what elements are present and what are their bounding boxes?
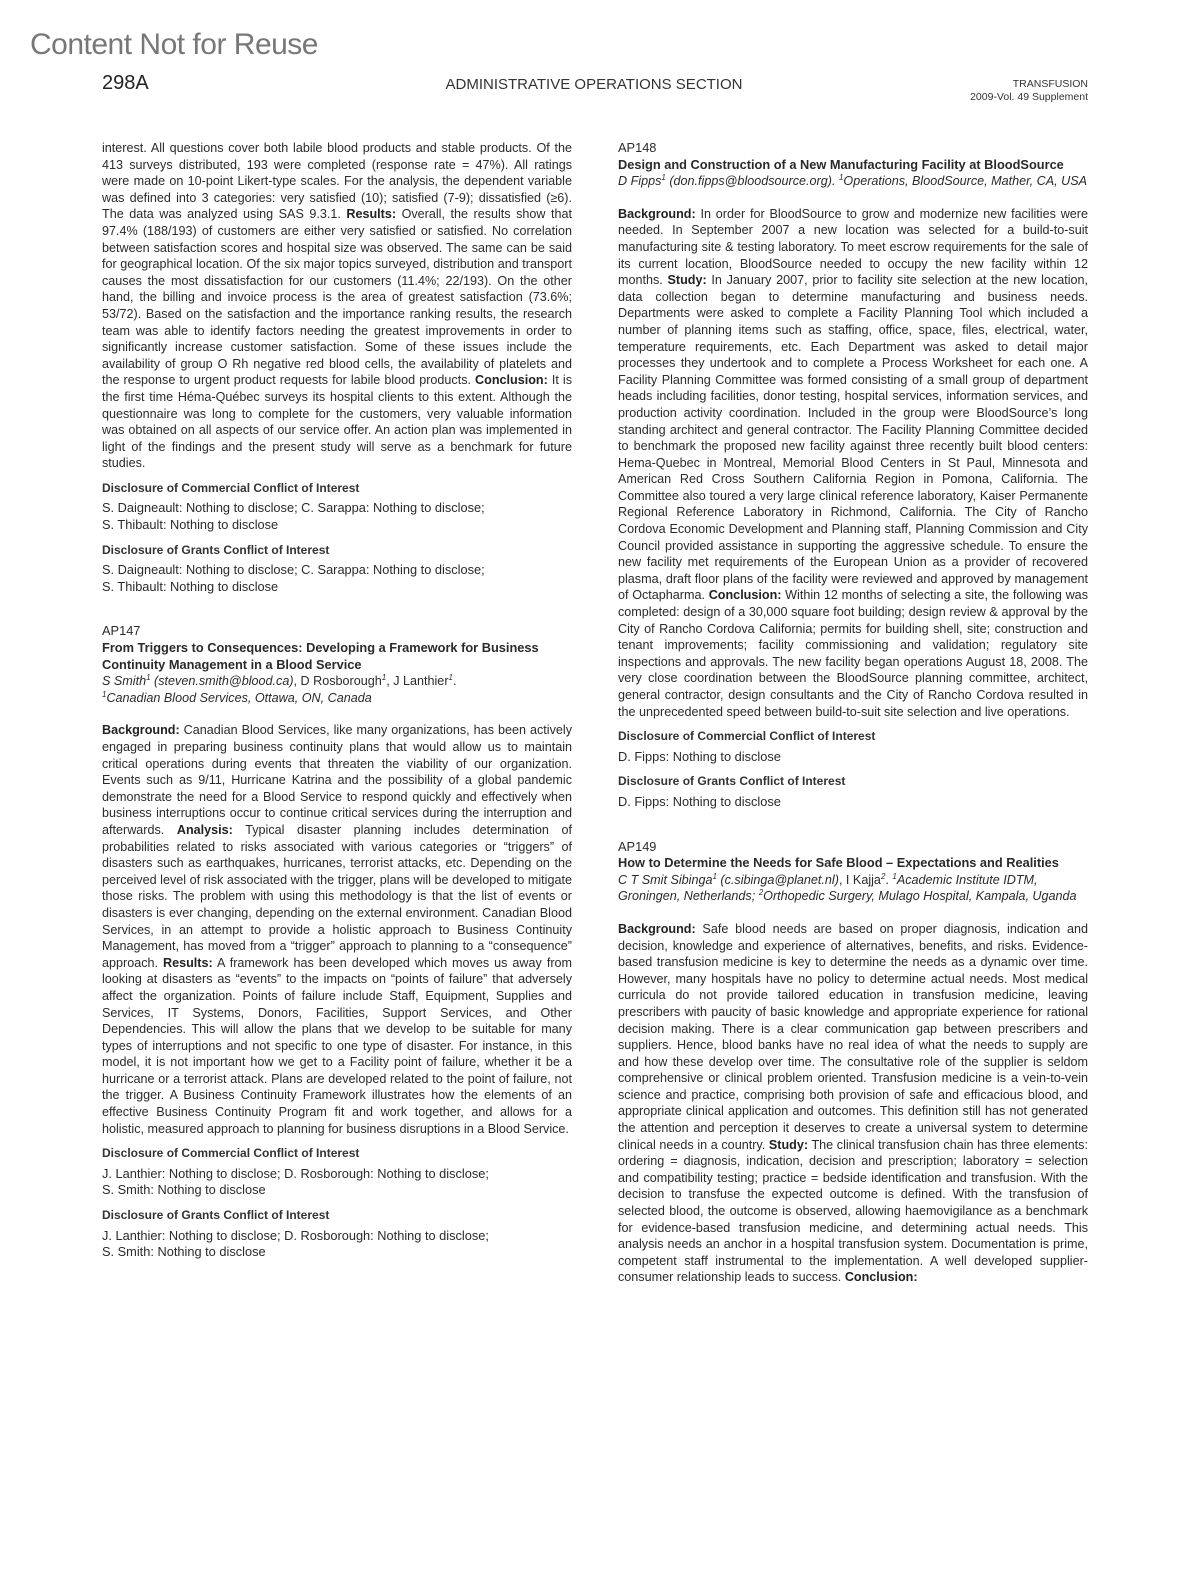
superscript: 1 bbox=[661, 173, 666, 182]
disclosure-commercial-heading: Disclosure of Commercial Conflict of Interest bbox=[102, 480, 360, 495]
label-conclusion: Conclusion: bbox=[844, 1270, 918, 1285]
abstract-body bbox=[618, 206, 1088, 720]
text: In January 2007, prior to facility site selection at the new location, data collection began to determine manufacturing and business needs. Departments were asked to complete a Facility Planning Tool which included a number of planning items such as staffing, office, space, files, electrical, water, temperature requirements, etc. Each Department was asked to detail major processes they undertook and to complete a Process Worksheet for each one. A Facility Planning Committee was formed consisting of a small group of department heads including facilities, donor testing, hospital services, information services, and production activity coordination. Included in the group were BloodSource’s long standing architect and general contractor. The Facility Planning Committee decided to benchmark the proposed new facility against three recently built blood centers: Hema-Quebec in Montreal, Memorial Blood Centers in St Paul, Minnesota and American Red Cross Southern California Region in Pomona, California. The Committee also toured a very large clinical reference laboratory, Kaiser Permanente Regional Reference Laboratory in Richmond, California. The City of Rancho Cordova Economic Development and Planning staff, Planning Commission and City Council provided assistance in supporting the aggressive schedule. To ensure the new facility met requirements of the European Union as a provider of recovered plasma, draft floor plans of the facility were reviewed and approved by management of Octapharma. bbox=[618, 273, 1089, 603]
superscript: 1 bbox=[892, 871, 897, 881]
authors: C T Smit Sibinga$^1$ (c.sibinga@planet.nl), I Kajja$^2$. $^1$Academic Institute IDTM, Groningen, Netherlands; $^2$Orthopedic Surgery, Mulago Hospital, Kampala, Uganda bbox=[618, 871, 1077, 904]
disclosure-text: J. Lanthier: Nothing to disclose; D. Rosborough: Nothing to disclose; bbox=[102, 1227, 489, 1243]
authors: S Smith$^1$ (steven.smith@blood.ca), D Rosborough$^1$, J Lanthier$^1$. $^1$Canadian Blood Services, Ottawa, ON, Canada bbox=[102, 673, 457, 705]
superscript: 2 bbox=[880, 871, 886, 881]
text: The clinical transfusion chain has three elements: ordering = diagnosis, indication, decision and prescription; laboratory = selection and compatibility testing; practice = bedside identification and transfusion. With the decision to transfuse the expected outcome is defined. With the transfusion of selected blood, the outcome is observed, allowing haemovigilance as a benchmark for evidence-based transfusion medicine, and determining actual needs. This analysis needs an anchor in a hospital transfusion system. Documentation is prime, competent staff instrumental to the implementation. A well developed supplier-consumer relationship leads to success. bbox=[618, 1137, 1088, 1285]
text: Canadian Blood Services, like many organizations, has been actively engaged in preparing business continuity plans that would allow us to maintain critical operations during events that threaten the viability of our organization. Events such as 9/11, Hurricane Katrina and the possibility of a global pandemic demonstrate the need for a Blood Service to respond quickly and effectively when business interruptions occur to continue critical services during the interruption and afterwards. bbox=[102, 723, 572, 837]
disclosure-text: S. Thibault: Nothing to disclose bbox=[102, 517, 279, 533]
label-results: Results: bbox=[346, 207, 397, 222]
journal-info bbox=[970, 78, 1088, 104]
text: A framework has been developed which moves us away from looking at disasters as “events” to the impacts on “points of failure” that adversely affect the organization. Points of failure include Staff, Equipment, Supplies and Services, IT Systems, Donors, Facilities, Support Services, and Other Dependencies. This will allow the plans that we develop to be suitable for many types of interruptions and not specific to one type of disaster. For instance, in this model, it is not important how we get to a Facility point of failure, whether it be a hurricane or a terrorist attack. Plans are developed related to the point of failure, not the trigger. A Business Continuity Framework illustrates how the elements of an effective Business Continuity Program fit and work together, and allows for a holistic, measured approach to planning for business disruptions in a Blood Service. bbox=[102, 955, 573, 1136]
journal-issue: 2009-Vol. 49 Supplement bbox=[970, 91, 1088, 103]
author: , I Kajja bbox=[838, 872, 881, 887]
affiliation: Academic Institute IDTM, Groningen, Netherlands; bbox=[618, 872, 1038, 904]
author-email[interactable]: (don.fipps@bloodsource.org). bbox=[665, 174, 839, 189]
label-background: Background: bbox=[102, 723, 180, 738]
disclosure-grants-heading: Disclosure of Grants Conflict of Interest bbox=[102, 1208, 330, 1223]
disclosure-text: J. Lanthier: Nothing to disclose; D. Rosborough: Nothing to disclose; bbox=[102, 1165, 489, 1181]
disclosure-text: D. Fipps: Nothing to disclose bbox=[618, 748, 781, 764]
abstract-title: How to Determine the Needs for Safe Blood – Expectations and Realities bbox=[618, 855, 1059, 871]
abstract-id: AP148 bbox=[618, 140, 657, 155]
disclosure-grants-heading: Disclosure of Grants Conflict of Interest bbox=[618, 774, 846, 789]
superscript: 1 bbox=[146, 673, 151, 683]
disclosure-commercial-heading: Disclosure of Commercial Conflict of Interest bbox=[102, 1146, 360, 1161]
abstract-title: Design and Construction of a New Manufacturing Facility at BloodSource bbox=[618, 156, 1064, 172]
affiliation: Canadian Blood Services, Ottawa, ON, Canada bbox=[106, 690, 372, 705]
superscript: 1 bbox=[381, 673, 387, 683]
text: Safe blood needs are based on proper diagnosis, indication and decision, knowledge and experience of alternatives, benefits, and risks. Evidence-based transfusion medicine is key to determine the needs as a dynamic over time. However, many hospitals have no policy to determine actual needs. Most medical curricula do not provide tailored education in transfusion medicine, leaving prescribers with paucity of basic knowledge and appropriate experience for rational decision making. There is a clear communication gap between prescribers and suppliers. Hence, blood banks have no real idea of what the needs to supply are and how these develop over time. The consultative role of the supplier is seldom comprehensive or clinical problem oriented. Transfusion medicine is a vein-to-vein science and practice, comprising both provision of safe and efficacious blood, and appropriate clinical application and outcomes. This definition still has not generated the attention and perception it deserves to create a universal system to determine clinical needs in a country. bbox=[618, 921, 1088, 1152]
superscript: 1 bbox=[838, 173, 844, 182]
author: , D Rosborough bbox=[293, 674, 382, 689]
text: It is the first time Héma-Québec surveys its hospital clients to this extent. Although the questionnaire was long to complete for the customers, very valuable information was obtained on all aspects of our service offer. An action plan was implemented in light of the findings and the present study will serve as a benchmark for future studies. bbox=[102, 373, 573, 471]
right-column bbox=[618, 140, 1088, 1286]
disclosure-text: S. Smith: Nothing to disclose bbox=[102, 1244, 266, 1260]
page-number: 298A bbox=[102, 72, 149, 94]
label-background: Background: bbox=[618, 206, 696, 221]
abstract-body bbox=[618, 921, 1088, 1286]
disclosure-text: D. Fipps: Nothing to disclose bbox=[618, 793, 781, 809]
disclosure-text: S. Thibault: Nothing to disclose bbox=[102, 578, 279, 594]
disclosure-text: S. Smith: Nothing to disclose bbox=[102, 1182, 266, 1198]
label-results: Results: bbox=[163, 955, 213, 970]
text: interest. All questions cover both labile blood products and stable products. Of the 413 surveys distributed, 193 were completed (response rate = 47%). All ratings were made on 10-point Likert-type scales. For the analysis, the dependent variable was defined into 3 categories: very satisfied (10); satisfied (7-9); dissatisfied (≥6). The data was analyzed using SAS 9.3.1. bbox=[102, 141, 572, 222]
abstract-id: AP149 bbox=[618, 838, 657, 854]
watermark: Content Not for Reuse bbox=[30, 28, 318, 61]
label-conclusion: Conclusion: bbox=[475, 373, 548, 388]
label-analysis: Analysis: bbox=[176, 822, 233, 837]
label-study: Study: bbox=[667, 273, 707, 288]
superscript: 1 bbox=[712, 871, 717, 881]
author: C T Smit Sibinga bbox=[618, 872, 713, 887]
author-email[interactable]: (c.sibinga@planet.nl) bbox=[716, 872, 839, 887]
disclosure-grants-heading: Disclosure of Grants Conflict of Interest bbox=[102, 542, 330, 557]
superscript: 1 bbox=[102, 689, 107, 699]
text: Within 12 months of selecting a site, the following was completed: design of a 30,000 square foot building; design review & approval by the City of Rancho Cordova California; permits for building shell, site; construction and tenant improvements; facility commissioning and validation; regulatory site inspections and approvals. The new facility began operations August 18, 2008. The very close coordination between the BloodSource planning committee, architect, general contractor, design consultants and the City of Rancho Cordova resulted in the unprecedented speed between build-to-suit site selection and live operations. bbox=[618, 588, 1088, 719]
disclosure-text: S. Daigneault: Nothing to disclose; C. Sarappa: Nothing to disclose; bbox=[102, 562, 485, 578]
text: Overall, the results show that 97.4% (188/193) of customers are either very satisfied or satisfied. No correlation between satisfaction scores and hospital size was observed. The same can be said for geographical location. Of the six major topics surveyed, distribution and transport causes the most dissatisfaction for our customers (11.4%; 22/193). On the other hand, the billing and invoice process is the area of greatest satisfaction (73.6%; 53/72). Based on the satisfaction and the importance ranking results, the research team was able to identify factors needing the greatest improvements in order to significantly increase customer satisfaction. Some of these issues include the availability of group O Rh negative red blood cells, the availability of platelets and the response to urgent product requests for labile blood products. bbox=[102, 207, 573, 388]
text: In order for BloodSource to grow and modernize new facilities were needed. In September 2007 a new location was selected for a build-to-suit manufacturing site & testing laboratory. To meet escrow requirements for the sale of its current location, BloodSource needed to occupy the new facility within 12 months. bbox=[618, 206, 1088, 288]
superscript: 1 bbox=[448, 673, 453, 683]
disclosure-text: S. Daigneault: Nothing to disclose; C. Sarappa: Nothing to disclose; bbox=[102, 500, 485, 516]
authors bbox=[618, 173, 1088, 190]
abstract-id: AP147 bbox=[102, 623, 141, 639]
affiliation: Orthopedic Surgery, Mulago Hospital, Kampala, Uganda bbox=[763, 889, 1077, 904]
journal-name: TRANSFUSION bbox=[1012, 78, 1088, 90]
label-background: Background: bbox=[618, 921, 696, 936]
author: S Smith bbox=[102, 674, 147, 689]
label-study: Study: bbox=[768, 1137, 809, 1152]
label-conclusion: Conclusion: bbox=[708, 588, 782, 603]
author: , J Lanthier bbox=[386, 674, 449, 689]
abstract-title: From Triggers to Consequences: Developing a Framework for Business Continuity Management in a Blood Service bbox=[102, 640, 539, 672]
text: Typical disaster planning includes determination of probabilities related to risks associated with various categories or “triggers” of disasters such as earthquakes, hurricanes, terrorist attacks, etc. Depending on the perceived level of risk associated with the trigger, plans will be developed to mitigate those risks. The problem with using this methodology is that the list of events or disasters is ever changing, depending on the external environment. Canadian Blood Services, in an attempt to provide a holistic approach to Business Continuity Management, has moved from a “trigger” approach to planning to a “consequence” approach. bbox=[102, 822, 572, 970]
superscript: 2 bbox=[758, 888, 764, 898]
left-column bbox=[102, 140, 572, 1261]
author-email[interactable]: (steven.smith@blood.ca) bbox=[150, 674, 294, 689]
abstract-body bbox=[102, 722, 572, 1137]
affiliation: Operations, BloodSource, Mather, CA, USA bbox=[843, 174, 1088, 189]
disclosure-commercial-heading: Disclosure of Commercial Conflict of Interest bbox=[618, 729, 876, 744]
prev-abstract-body bbox=[102, 140, 572, 472]
section-title: ADMINISTRATIVE OPERATIONS SECTION bbox=[445, 76, 743, 93]
author: D Fipps bbox=[618, 174, 662, 189]
